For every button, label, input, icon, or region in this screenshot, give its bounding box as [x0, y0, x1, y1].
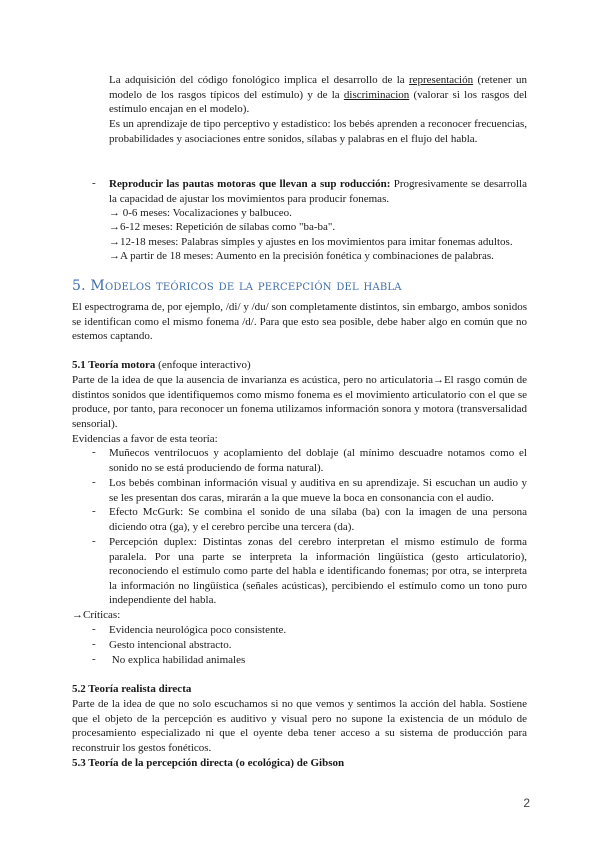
- s51-evidence-2: Los bebés combinan información visual y auditiva en su aprendizaje. Si escuchan un audio y se les presentan dos caras, mirarán a la que mueve la boca en consonancia con el audio.: [109, 477, 527, 504]
- s51-critic-1: Evidencia neurológica poco consistente.: [109, 624, 287, 636]
- s51-evidence-3: Efecto McGurk: Se combina el sonido de una sílaba (ba) con la imagen de una persona diciendo otra (ga), y el cerebro percibe una tercera (da).: [109, 506, 527, 533]
- section-5-intro: El espectrograma de, por ejemplo, /di/ y /du/ son completamente distintos, sin embargo, ambos sonidos se identifican como el mismo fonema /d/. Para que esto sea posible, debe haber algo en común que no estemos captando.: [72, 301, 527, 343]
- motor-step-3: →12-18 meses: Palabras simples y ajustes en los movimientos para imitar fonemas adultos.: [109, 236, 513, 248]
- motor-step-1: → 0-6 meses: Vocalizaciones y balbuceo.: [109, 207, 292, 219]
- s51-critics-label: →Críticas:: [72, 609, 121, 621]
- bullet-dash: -: [92, 446, 96, 458]
- intro-paragraph-1: [109, 73, 527, 117]
- s51-title: [72, 358, 527, 373]
- page-number: 2: [523, 796, 530, 810]
- s51-critic-2: Gesto intencional abstracto.: [109, 639, 232, 651]
- bullet-dash: -: [92, 653, 96, 665]
- section-5-heading: 5. Modelos teóricos de la percepción del habla: [72, 278, 402, 294]
- s52-title: 5.2 Teoría realista directa: [72, 683, 192, 695]
- bullet-dash: -: [92, 535, 96, 547]
- s51-title-bold: 5.1 Teoría motora: [72, 359, 156, 371]
- discriminacion-term: discriminacion: [343, 88, 410, 101]
- s51-evidence-1: Muñecos ventrílocuos y acoplamiento del doblaje (al mínimo descuadre notamos como el sonido no se está produciendo de forma natural).: [109, 447, 527, 474]
- motor-bullet-title: Reproducir las pautas motoras que llevan a sup roducción:: [109, 178, 391, 190]
- intro-text-a: La adquisición del código fonológico implica el desarrollo de la: [109, 74, 409, 86]
- bullet-dash: -: [92, 638, 96, 650]
- motor-step-2: →6-12 meses: Repetición de sílabas como "ba-ba".: [109, 221, 336, 233]
- bullet-dash: -: [92, 505, 96, 517]
- bullet-dash: -: [92, 177, 96, 189]
- bullet-dash: -: [92, 476, 96, 488]
- intro-paragraph-2: Es un aprendizaje de tipo perceptivo y estadístico: los bebés aprenden a reconocer frecuencias, probabilidades y asociaciones entre sonidos, sílabas y palabras en el flujo del habla.: [109, 118, 527, 145]
- representacion-term: representación: [408, 74, 474, 86]
- s53-title: 5.3 Teoría de la percepción directa (o ecológica) de Gibson: [72, 757, 345, 769]
- intro-text-b: (retener un modelo de los rasgos típicos del estímulo) y de la: [109, 74, 527, 101]
- s51-text: Parte de la idea de que la ausencia de invarianza es acústica, pero no articulatoria→El rasgo común de distintos sonidos que identifiquemos como mismo fonema es el movimiento articulatorio con el que se produce, por tanto, para reconocer un fonema utilizamos información sonora y motora (transversalidad sensorial).: [72, 374, 527, 430]
- bullet-dash: -: [92, 623, 96, 635]
- s51-critic-3: No explica habilidad animales: [109, 654, 246, 666]
- s51-evidence-label: Evidencias a favor de esta teoría:: [72, 433, 218, 445]
- intro-text-c: (valorar si los rasgos del estímulo encajan en el modelo).: [109, 88, 528, 116]
- s52-text: Parte de la idea de que no solo escuchamos si no que vemos y sentimos la acción del habla. Sostiene que el objeto de la percepción es auditivo y visual pero no supone la existencia de un módulo de procesamiento especializado ni que el oyente deba tener acceso a su sistema de producción para reconstruir los gestos fonéticos.: [72, 698, 527, 754]
- s51-evidence-4: Percepción duplex: Distintas zonas del cerebro interpretan el mismo estímulo de forma paralela. Por una parte se interpreta la información lingüística (gesto articulatorio), reconociendo el estímulo como parte del habla e identificando fonemas; por otra, se interpreta la información no lingüística (señales acústicas), percibiendo el estímulo como un tono puro independiente del habla.: [109, 536, 527, 607]
- s51-title-rest: (enfoque interactivo): [155, 359, 251, 371]
- motor-step-4: →A partir de 18 meses: Aumento en la precisión fonética y combinaciones de palabras.: [109, 250, 494, 262]
- motor-bullet-text: Progresivamente se desarrolla la capacidad de ajustar los movimientos para producir fonemas.: [109, 178, 527, 205]
- motor-bullet-paragraph: [109, 177, 527, 206]
